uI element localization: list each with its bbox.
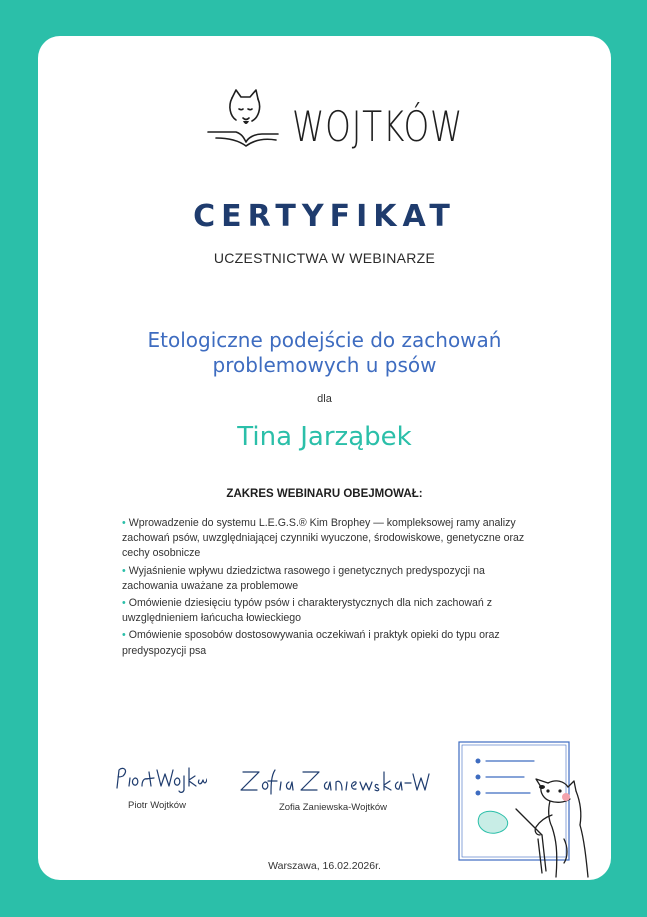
certificate-title: CERTYFIKAT — [193, 199, 456, 234]
webinar-title-line-1: Etologiczne podejście do zachowań — [147, 328, 502, 352]
scope-item — [122, 596, 542, 626]
bullet-icon: • — [122, 597, 126, 610]
brand-logo — [206, 88, 464, 152]
signature-block-2 — [228, 766, 438, 813]
scope-item — [122, 628, 542, 658]
certificate-subtitle: UCZESTNICTWA W WEBINARZE — [213, 250, 436, 266]
signature-2-image — [235, 766, 431, 796]
scope-heading: ZAKRES WEBINARU OBEJMOWAŁ: — [226, 488, 423, 500]
signature-1-image — [107, 762, 207, 794]
scope-item-text: Wprowadzenie do systemu L.E.G.S.® Kim Brophey — kompleksowej ramy analizy zachowań psów, uwzględniającej czynniki wyuczone, środowiskowe, genetyczne oraz cechy osobnicze — [122, 517, 525, 560]
dog-reading-book-icon — [206, 88, 286, 152]
certificate-sheet — [38, 36, 611, 880]
signature-2-name: Zofia Zaniewska-Wojtków — [278, 802, 388, 813]
dog-presenting-board-illustration — [456, 739, 606, 880]
participant-name: Tina Jarząbek — [237, 422, 412, 452]
scope-item-text: Wyjaśnienie wpływu dziedzictwa rasowego i genetycznych predyspozycji na zachowania uważane za problemowe — [122, 564, 485, 592]
scope-item-text: Omówienie dziesięciu typów psów i charakterystycznych dla nich zachowań z uwzględnieniem łańcucha łowieckiego — [122, 597, 493, 625]
bullet-icon: • — [122, 629, 126, 642]
brand-name: WOJTKÓW — [292, 102, 464, 151]
webinar-title-line-2: problemowych u psów — [212, 353, 437, 377]
scope-item-text: Omówienie sposobów dostosowywania oczekiwań i praktyk opieki do typu oraz predyspozycji psa — [122, 629, 500, 657]
for-label: dla — [317, 393, 332, 405]
bullet-icon: • — [122, 564, 126, 577]
scope-item — [122, 516, 542, 562]
place-date: Warszawa, 16.02.2026r. — [268, 860, 381, 872]
webinar-title — [78, 328, 571, 378]
signature-block-1 — [100, 762, 214, 811]
scope-item — [122, 564, 542, 594]
scope-list — [122, 516, 542, 661]
bullet-icon: • — [122, 517, 126, 529]
signature-1-name: Piotr Wojtków — [128, 800, 186, 811]
